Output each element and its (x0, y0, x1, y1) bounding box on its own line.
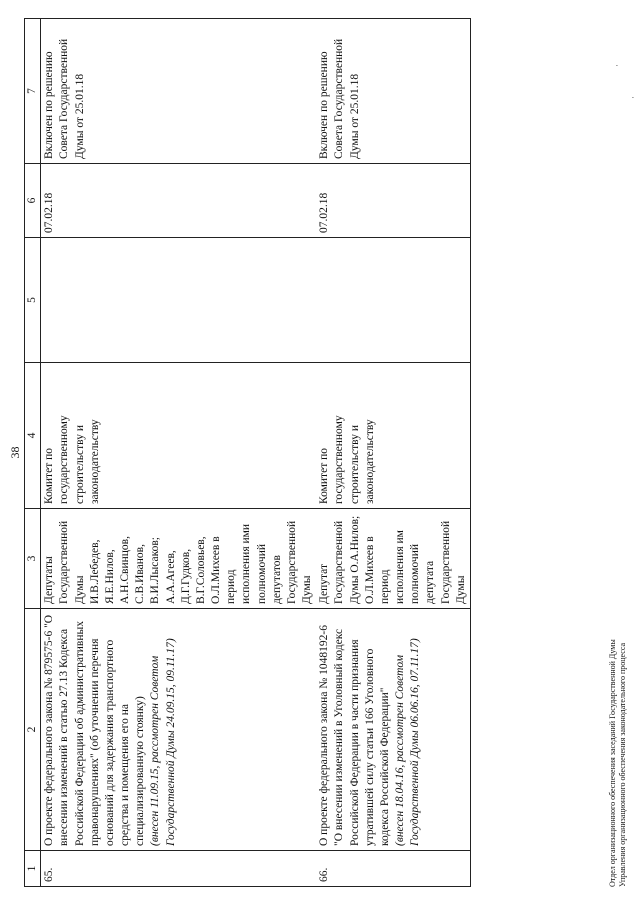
column-header: 4 (25, 363, 41, 509)
bill-cell (41, 609, 317, 851)
column-header: 7 (25, 19, 41, 164)
decision-cell: Включен по решению Совета Государственной Думы от 25.01.18 (41, 19, 317, 164)
scan-mark: · (612, 64, 622, 67)
decision-cell: Включен по решению Совета Государственной Думы от 25.01.18 (316, 19, 470, 164)
row-number: 65. (41, 851, 317, 887)
committee-cell: Комитет по государственному строительству и законодательству (316, 363, 470, 509)
footer-line: Отдел организационного обеспечения заседаний Государственной Думы (608, 639, 617, 887)
column-header: 1 (25, 851, 41, 887)
agenda-table (24, 18, 471, 887)
bill-note: (внесен 11.09.15, рассмотрен Советом Государственной Думы 24.09.15, 09.11.17) (149, 638, 177, 846)
empty-cell (41, 238, 317, 363)
column-header: 6 (25, 164, 41, 238)
date-cell: 07.02.18 (41, 164, 317, 238)
footer-line: Управления организационного обеспечения законодательного процесса (618, 642, 627, 887)
column-header: 3 (25, 509, 41, 609)
page-number: 38 (8, 446, 22, 459)
scan-mark: · (628, 96, 638, 99)
column-header: 2 (25, 609, 41, 851)
row-number: 66. (316, 851, 470, 887)
empty-cell (316, 238, 470, 363)
bill-title: О проекте федерального закона № 1048192-6 "О внесении изменений в Уголовный кодекс Российской Федерации в части признания утратившей силу статьи 166 Уголовного кодекса Российской Федерации" (318, 625, 391, 846)
table-row (316, 19, 470, 887)
committee-cell: Комитет по государственному строительству и законодательству (41, 363, 317, 509)
authors-cell: Депутат Государственной Думы О.А.Нилов; О.Л.Михеев в период исполнения им полномочий депутата Государственной Думы (316, 509, 470, 609)
table-row (41, 19, 317, 887)
table-header-row (25, 19, 41, 887)
column-header: 5 (25, 238, 41, 363)
date-cell: 07.02.18 (316, 164, 470, 238)
footer-note (608, 639, 628, 887)
bill-cell (316, 609, 470, 851)
bill-note: (внесен 18.04.16, рассмотрен Советом Государственной Думы 06.06.16, 07.11.17) (394, 638, 422, 846)
authors-cell: Депутаты Государственной Думы И.В.Лебедев, Я.Е.Нилов, А.Н.Свинцов, С.В.Иванов, В.И.Лысаков; А.А.Агеев, Д.Г.Гудков, В.Г.Соловьев, О.Л.Михеев в период исполнения ими полномочий депутатов Государственной Думы (41, 509, 317, 609)
bill-title: О проекте федерального закона № 879575-6 "О внесении изменений в статью 27.13 Кодекса Российской Федерации об административных правонарушениях" (об уточнении перечня оснований для задержания транспортного средства и помещения его на специализированную стоянку) (43, 614, 147, 846)
